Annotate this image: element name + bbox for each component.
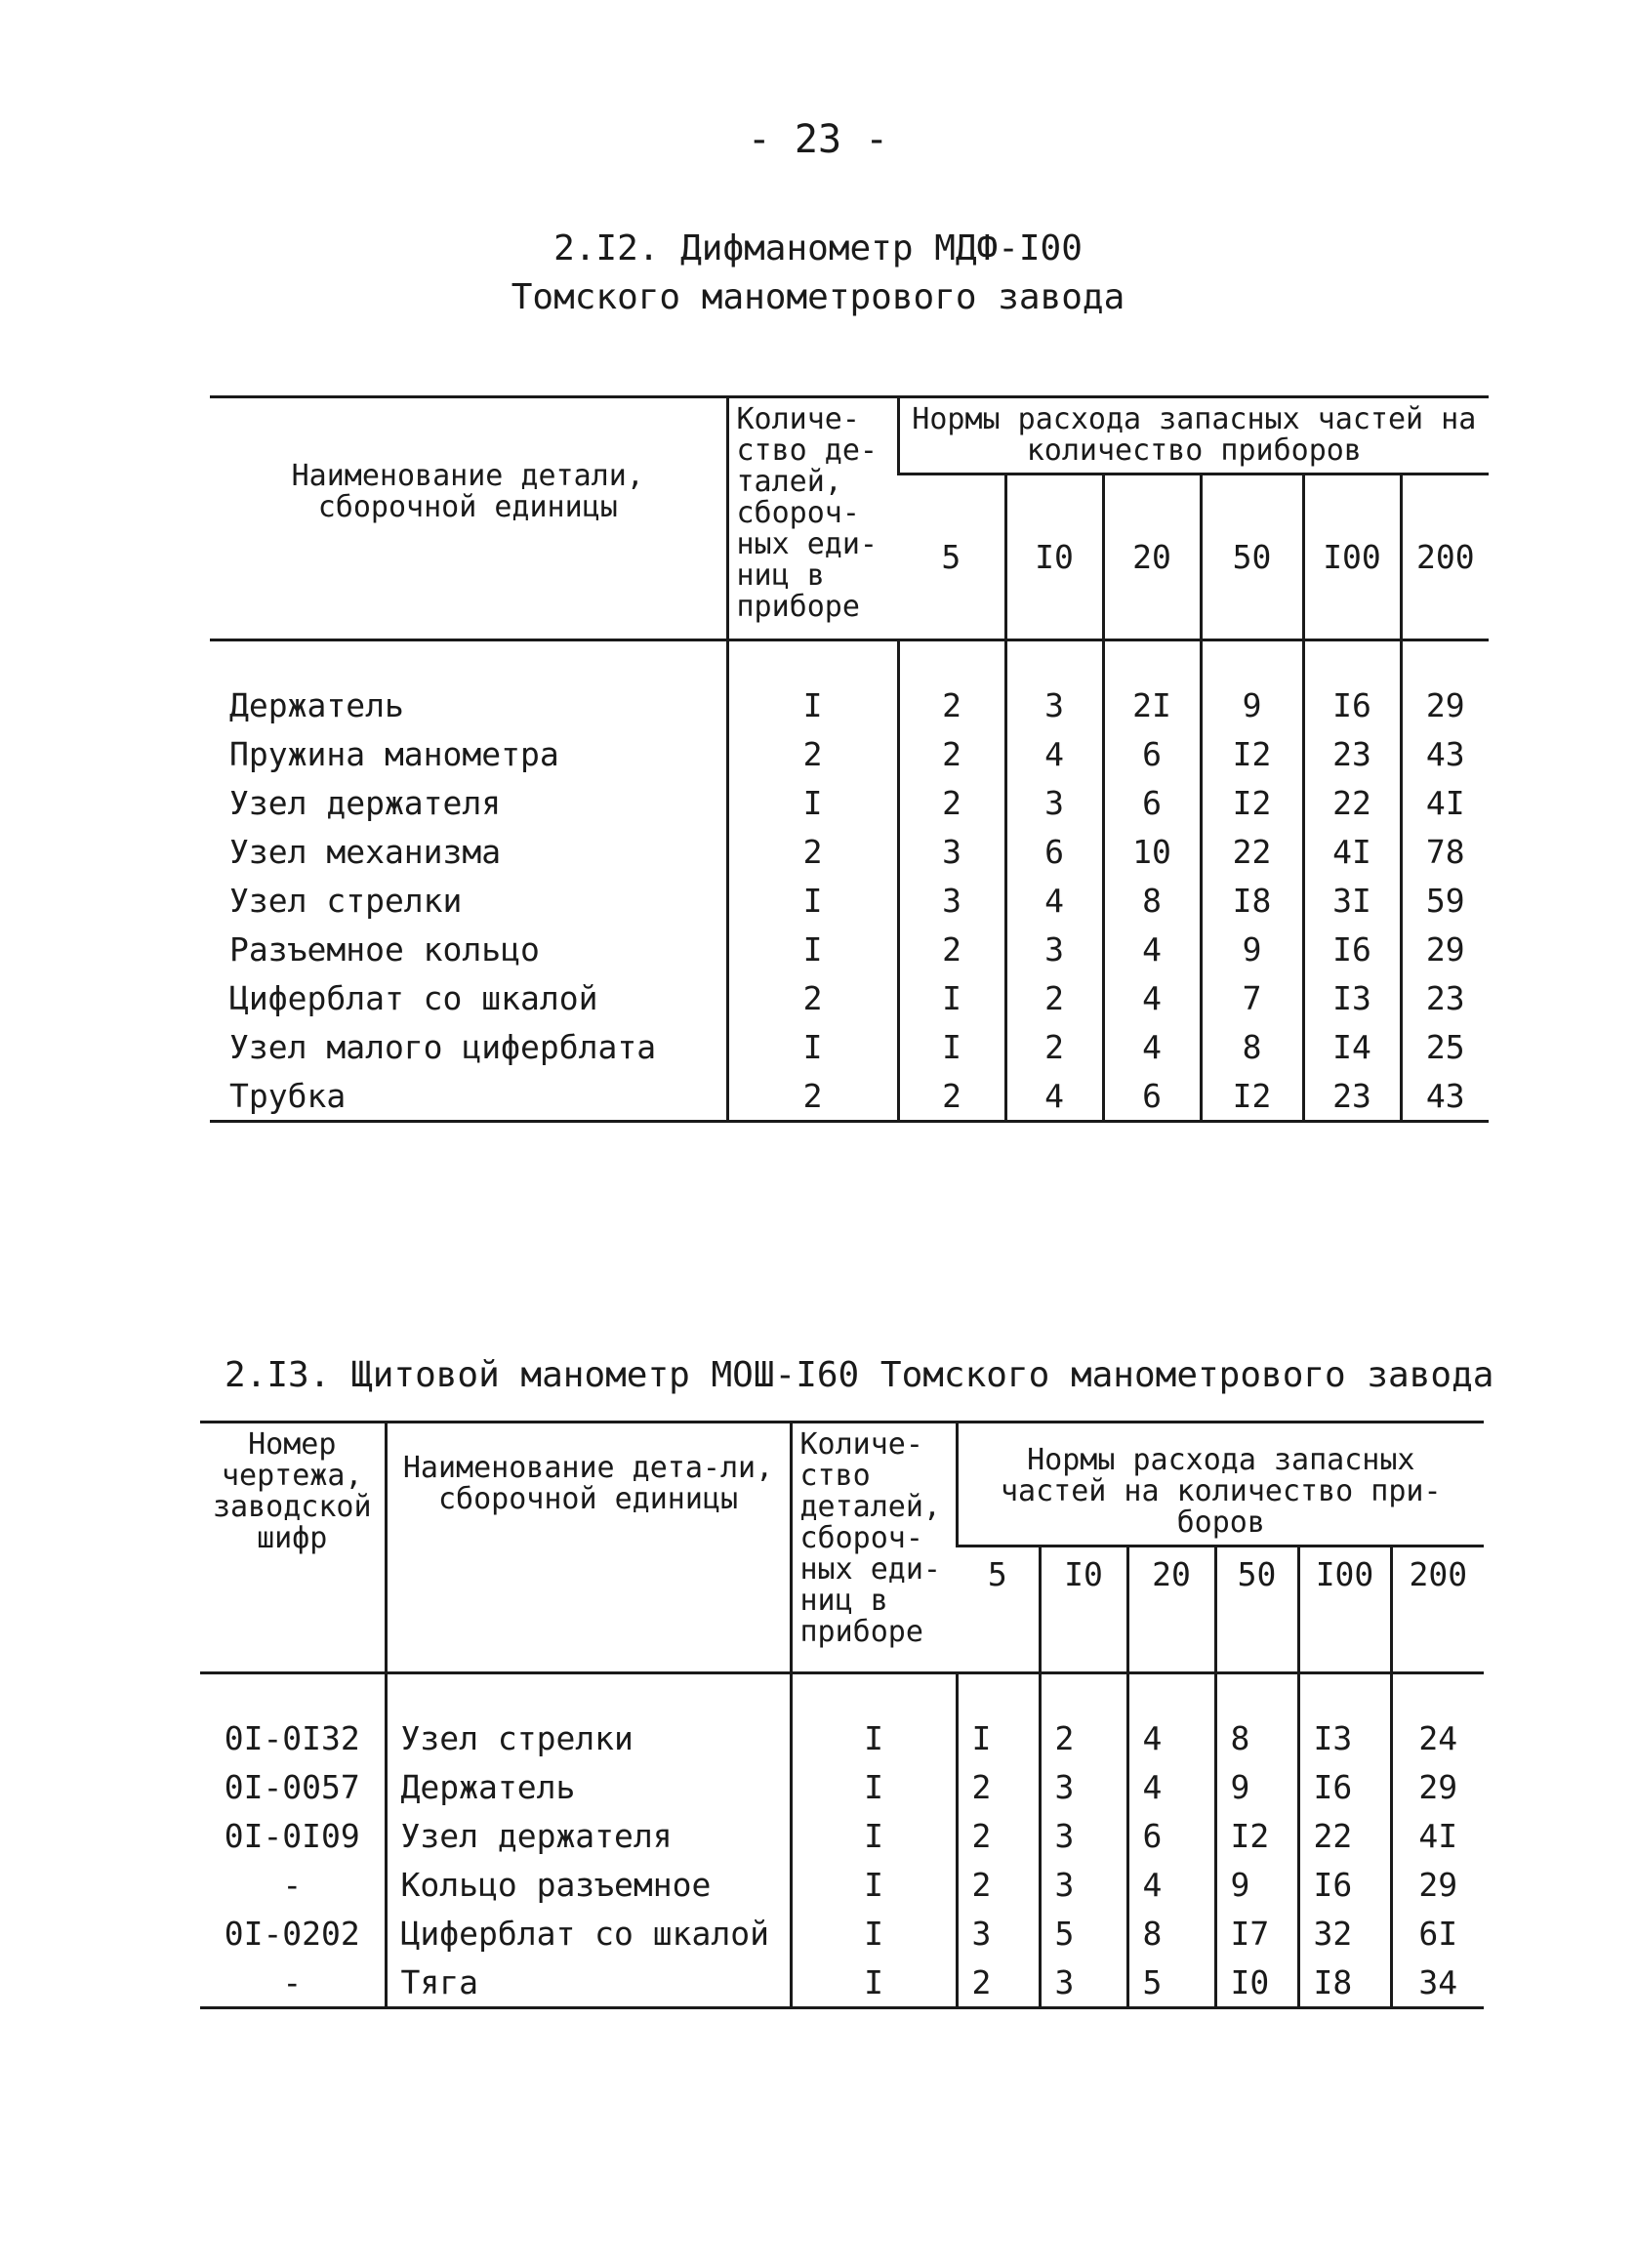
- table-row: [210, 729, 1489, 778]
- norm-value: I6: [1303, 640, 1401, 730]
- column-header-norms: Нормы расхода запасных частей на количество при-боров: [957, 1423, 1484, 1546]
- page-number: - 23 -: [747, 117, 889, 162]
- norm-value: 2: [1040, 1673, 1127, 1763]
- drawing-code: -: [200, 1958, 386, 2008]
- table-row: [210, 778, 1489, 827]
- norm-value: 29: [1401, 925, 1489, 973]
- norm-value: 22: [1201, 827, 1303, 876]
- norm-value: 8: [1215, 1673, 1298, 1763]
- norm-value: 8: [1103, 876, 1201, 925]
- norm-value: I: [957, 1673, 1040, 1763]
- norm-value: 25: [1401, 1022, 1489, 1071]
- drawing-code: 0I-0202: [224, 1914, 360, 1953]
- norm-value: I6: [1298, 1762, 1391, 1811]
- column-header-count: 20: [1103, 474, 1201, 640]
- column-header-qty: Количе-ство де-талей, сбороч-ных еди-ниц в приборе: [727, 397, 898, 640]
- part-name: Узел стрелки: [229, 881, 463, 920]
- norm-value: I7: [1215, 1909, 1298, 1958]
- part-name: Узел малого циферблата: [229, 1027, 657, 1066]
- norm-value: 4: [1127, 1762, 1215, 1811]
- norm-value: 6: [1005, 827, 1103, 876]
- norm-value: 29: [1391, 1762, 1484, 1811]
- norm-value: 4I: [1303, 827, 1401, 876]
- norm-value: 2: [898, 729, 1005, 778]
- column-header-name: Наименование детали, сборочной единицы: [210, 397, 727, 640]
- table-row: [200, 1958, 1484, 2008]
- part-qty: I: [791, 1958, 957, 2008]
- part-qty: 2: [727, 827, 898, 876]
- norm-value: 6I: [1391, 1909, 1484, 1958]
- table-row: [200, 1860, 1484, 1909]
- part-qty: I: [791, 1860, 957, 1909]
- norm-value: 34: [1391, 1958, 1484, 2008]
- part-qty: I: [791, 1811, 957, 1860]
- drawing-code: 0I-0057: [224, 1767, 360, 1806]
- table-row: [210, 640, 1489, 730]
- norm-value: 6: [1103, 729, 1201, 778]
- table-row: [200, 1811, 1484, 1860]
- table-row: [210, 876, 1489, 925]
- norm-value: 3I: [1303, 876, 1401, 925]
- norm-value: 9: [1215, 1762, 1298, 1811]
- norm-value: 23: [1303, 1071, 1401, 1122]
- norm-value: 9: [1201, 925, 1303, 973]
- part-name: Трубка: [210, 1071, 727, 1122]
- part-qty: I: [791, 1909, 957, 1958]
- table-row: [210, 1022, 1489, 1071]
- norm-value: 23: [1401, 973, 1489, 1022]
- column-header-count: 20: [1127, 1546, 1215, 1673]
- norm-value: 3: [1005, 778, 1103, 827]
- part-name: Тяга: [386, 1958, 791, 2008]
- drawing-code: 0I-0I09: [224, 1816, 360, 1855]
- column-header-qty: Количе-ство деталей, сбороч-ных еди-ниц в приборе: [791, 1423, 957, 1673]
- part-qty: I: [791, 1762, 957, 1811]
- norm-value: I2: [1215, 1811, 1298, 1860]
- norm-value: 2: [898, 778, 1005, 827]
- section1-title-line2: Томского манометрового завода: [511, 277, 1125, 317]
- table-row: [200, 1673, 1484, 1763]
- norm-value: 4I: [1401, 778, 1489, 827]
- column-header-count: I00: [1298, 1546, 1391, 1673]
- norm-value: 3: [898, 827, 1005, 876]
- norm-value: 24: [1391, 1673, 1484, 1763]
- norm-value: 9: [1201, 640, 1303, 730]
- table-row: [200, 1909, 1484, 1958]
- column-header-count: I0: [1005, 474, 1103, 640]
- column-header-count: 5: [957, 1546, 1040, 1673]
- norm-value: 4: [1005, 1071, 1103, 1122]
- norm-value: 78: [1401, 827, 1489, 876]
- norm-value: 4: [1103, 973, 1201, 1022]
- norm-value: 59: [1401, 876, 1489, 925]
- norm-value: 6: [1127, 1811, 1215, 1860]
- norm-value: I2: [1201, 778, 1303, 827]
- norm-value: I2: [1201, 1071, 1303, 1122]
- column-header-count: I0: [1040, 1546, 1127, 1673]
- part-name: Держатель: [386, 1762, 791, 1811]
- norm-value: 5: [1040, 1909, 1127, 1958]
- norm-value: 2: [1005, 973, 1103, 1022]
- norm-value: 4: [1103, 1022, 1201, 1071]
- section1-title-line1: 2.I2. Дифманометр МДФ-I00: [553, 228, 1083, 268]
- norm-value: 2: [957, 1762, 1040, 1811]
- norm-value: 2: [957, 1958, 1040, 2008]
- part-name: Циферблат со шкалой: [386, 1909, 791, 1958]
- norm-value: 3: [898, 876, 1005, 925]
- norm-value: 4I: [1391, 1811, 1484, 1860]
- table-row: [210, 925, 1489, 973]
- norm-value: 43: [1401, 1071, 1489, 1122]
- table-row: [210, 1071, 1489, 1122]
- norm-value: 22: [1298, 1811, 1391, 1860]
- column-header-norms: Нормы расхода запасных частей на количество приборов: [898, 397, 1489, 474]
- norm-value: I: [898, 1022, 1005, 1071]
- norm-value: 2: [957, 1860, 1040, 1909]
- norm-value: 10: [1103, 827, 1201, 876]
- part-qty: I: [727, 778, 898, 827]
- part-qty: I: [727, 876, 898, 925]
- norm-value: 3: [1005, 925, 1103, 973]
- norm-value: 43: [1401, 729, 1489, 778]
- norm-value: I8: [1298, 1958, 1391, 2008]
- column-header-name: Наименование дета-ли, сборочной единицы: [386, 1423, 791, 1673]
- norm-value: 3: [1040, 1762, 1127, 1811]
- norm-value: I3: [1298, 1673, 1391, 1763]
- norm-value: 9: [1215, 1860, 1298, 1909]
- drawing-code: 0I-0I32: [224, 1718, 360, 1757]
- section2-table: [200, 1421, 1484, 2009]
- norm-value: 3: [1040, 1860, 1127, 1909]
- norm-value: I2: [1201, 729, 1303, 778]
- norm-value: 2: [957, 1811, 1040, 1860]
- column-header-count: 50: [1201, 474, 1303, 640]
- part-qty: 2: [727, 973, 898, 1022]
- part-name: Узел стрелки: [386, 1673, 791, 1763]
- part-qty: 2: [727, 1071, 898, 1122]
- norm-value: 3: [957, 1909, 1040, 1958]
- norm-value: 2: [898, 640, 1005, 730]
- column-header-count: 50: [1215, 1546, 1298, 1673]
- part-qty: I: [727, 925, 898, 973]
- norm-value: 4: [1103, 925, 1201, 973]
- norm-value: 2: [1005, 1022, 1103, 1071]
- norm-value: I: [898, 973, 1005, 1022]
- part-name: Разъемное кольцо: [229, 929, 540, 969]
- part-name: Узел механизма: [229, 832, 502, 871]
- norm-value: 23: [1303, 729, 1401, 778]
- norm-value: 4: [1127, 1673, 1215, 1763]
- column-header-count: I00: [1303, 474, 1401, 640]
- table-row: [200, 1762, 1484, 1811]
- section2-title: 2.I3. Щитовой манометр МОШ-I60 Томского манометрового завода: [225, 1355, 1494, 1395]
- part-qty: I: [727, 1022, 898, 1071]
- norm-value: 22: [1303, 778, 1401, 827]
- norm-value: I0: [1215, 1958, 1298, 2008]
- norm-value: I6: [1298, 1860, 1391, 1909]
- drawing-code: -: [282, 1865, 303, 1904]
- table-row: [210, 973, 1489, 1022]
- norm-value: 29: [1401, 640, 1489, 730]
- part-name: Циферблат со шкалой: [229, 978, 598, 1017]
- norm-value: 29: [1391, 1860, 1484, 1909]
- norm-value: 8: [1127, 1909, 1215, 1958]
- norm-value: 3: [1040, 1811, 1127, 1860]
- section1-table: [210, 395, 1489, 1123]
- part-qty: 2: [727, 729, 898, 778]
- norm-value: I8: [1201, 876, 1303, 925]
- norm-value: 2: [898, 925, 1005, 973]
- norm-value: 7: [1201, 973, 1303, 1022]
- norm-value: I6: [1303, 925, 1401, 973]
- norm-value: 8: [1201, 1022, 1303, 1071]
- column-header-count: 200: [1401, 474, 1489, 640]
- norm-value: 32: [1298, 1909, 1391, 1958]
- norm-value: 4: [1127, 1860, 1215, 1909]
- column-header-count: 5: [898, 474, 1005, 640]
- table-row: [210, 827, 1489, 876]
- column-header-count: 200: [1391, 1546, 1484, 1673]
- norm-value: 5: [1127, 1958, 1215, 2008]
- norm-value: 3: [1040, 1958, 1127, 2008]
- part-qty: I: [791, 1673, 957, 1763]
- part-name: Держатель: [229, 685, 404, 724]
- part-name: Узел держателя: [386, 1811, 791, 1860]
- part-name: Узел держателя: [229, 783, 502, 822]
- norm-value: 6: [1103, 778, 1201, 827]
- norm-value: I4: [1303, 1022, 1401, 1071]
- norm-value: 4: [1005, 729, 1103, 778]
- norm-value: 2: [898, 1071, 1005, 1122]
- norm-value: 2I: [1103, 640, 1201, 730]
- part-name: Пружина манометра: [229, 734, 559, 773]
- norm-value: 6: [1103, 1071, 1201, 1122]
- norm-value: 3: [1005, 640, 1103, 730]
- norm-value: I3: [1303, 973, 1401, 1022]
- column-header-code: Номер чертежа, заводской шифр: [200, 1423, 386, 1673]
- part-name: Кольцо разъемное: [386, 1860, 791, 1909]
- part-qty: I: [727, 640, 898, 730]
- norm-value: 4: [1005, 876, 1103, 925]
